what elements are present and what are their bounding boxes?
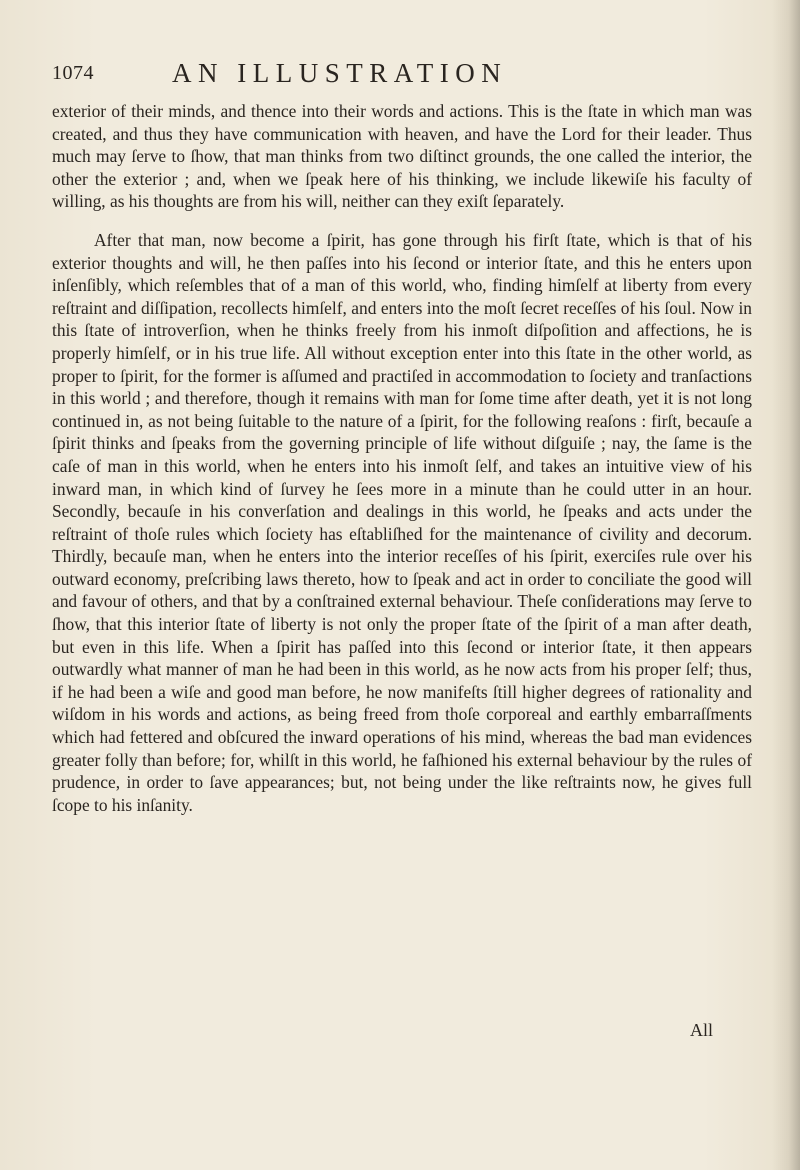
paragraph-second-state: After that man, now become a ſpirit, has gone through his firſt ſtate, which is that of his exterior thoughts and will, he then paſſes into his ſecond or interior ſtate, and this he enters upon inſenſibly, which reſembles that of a man of this world, who, finding himſelf at liberty from every reſtraint and diſſipation, recollects himſelf, and enters into the moſt ſecret receſſes of his ſoul. Now in this ſtate of introverſion, when he thinks freely from his inmoſt diſpoſition and affections, he is properly himſelf, or in his true life. All without exception enter into this ſtate in the other world, as proper to ſpirit, for the former is aſſumed and practiſed in accommodation to ſociety and tranſactions in this world ; and therefore, though it remains with man for ſome time after death, yet it is not long continued in, as not being ſuitable to the nature of a ſpirit, for the following reaſons : firſt, becauſe a ſpirit thinks and ſpeaks from the governing principle of life without diſguiſe ; nay, the ſame is the caſe of man in this world, when he enters into his inmoſt ſelf, and takes an intuitive view of his inward man, in which kind of ſurvey he ſees more in a minute than he could utter in an hour. Secondly, becauſe in his converſation and dealings in this world, he ſpeaks and acts under the reſtraint of thoſe rules which ſociety has eſtabliſhed for the maintenance of civility and decorum. Thirdly, becauſe man, when he enters into the interior receſſes of his ſpirit, exerciſes rule over his outward economy, preſcribing laws thereto, how to ſpeak and act in order to conciliate the good will and favour of others, and that by a conſtrained external behaviour. Theſe conſiderations may ſerve to ſhow, that this interior ſtate of liberty is not only the proper ſtate of the ſpirit of a man after death, but even in this life. When a ſpirit has paſſed into this ſecond or interior ſtate, it then appears outwardly what manner of man he had been in this world, as he now acts from his proper ſelf; thus, if he had been a wiſe and good man before, he now manifeſts ſtill higher degrees of rationality and wiſdom in his words and actions, as being freed from thoſe corporeal and earthly embarraſſments which had fettered and obſcured the inward operations of his mind, whereas the bad man evidences greater folly than before; for, whilſt in this world, he faſhioned his external behaviour by the rules of prudence, in order to ſave appearances; but, not being under the like reſtraints now, he gives full ſcope to his inſanity. <box>52 229 752 815</box>
running-title: AN ILLUSTRATION <box>172 58 508 88</box>
paragraph-continued: exterior of their minds, and thence into their words and actions. This is the ſtate in which man was created, and thus they have communication with heaven, and have the Lord for their leader. Thus much may ſerve to ſhow, that man thinks from two diſtinct grounds, the one called the interior, the other the exterior ; and, when we ſpeak here of his thinking, we include likewiſe his faculty of willing, as his thoughts are from his will, neither can they exiſt ſeparately. <box>52 101 752 212</box>
page-edge-shadow <box>772 0 800 1170</box>
body-text <box>52 100 752 816</box>
catchword: All <box>690 1020 714 1040</box>
page-header <box>52 58 752 92</box>
page-number: 1074 <box>52 62 94 84</box>
